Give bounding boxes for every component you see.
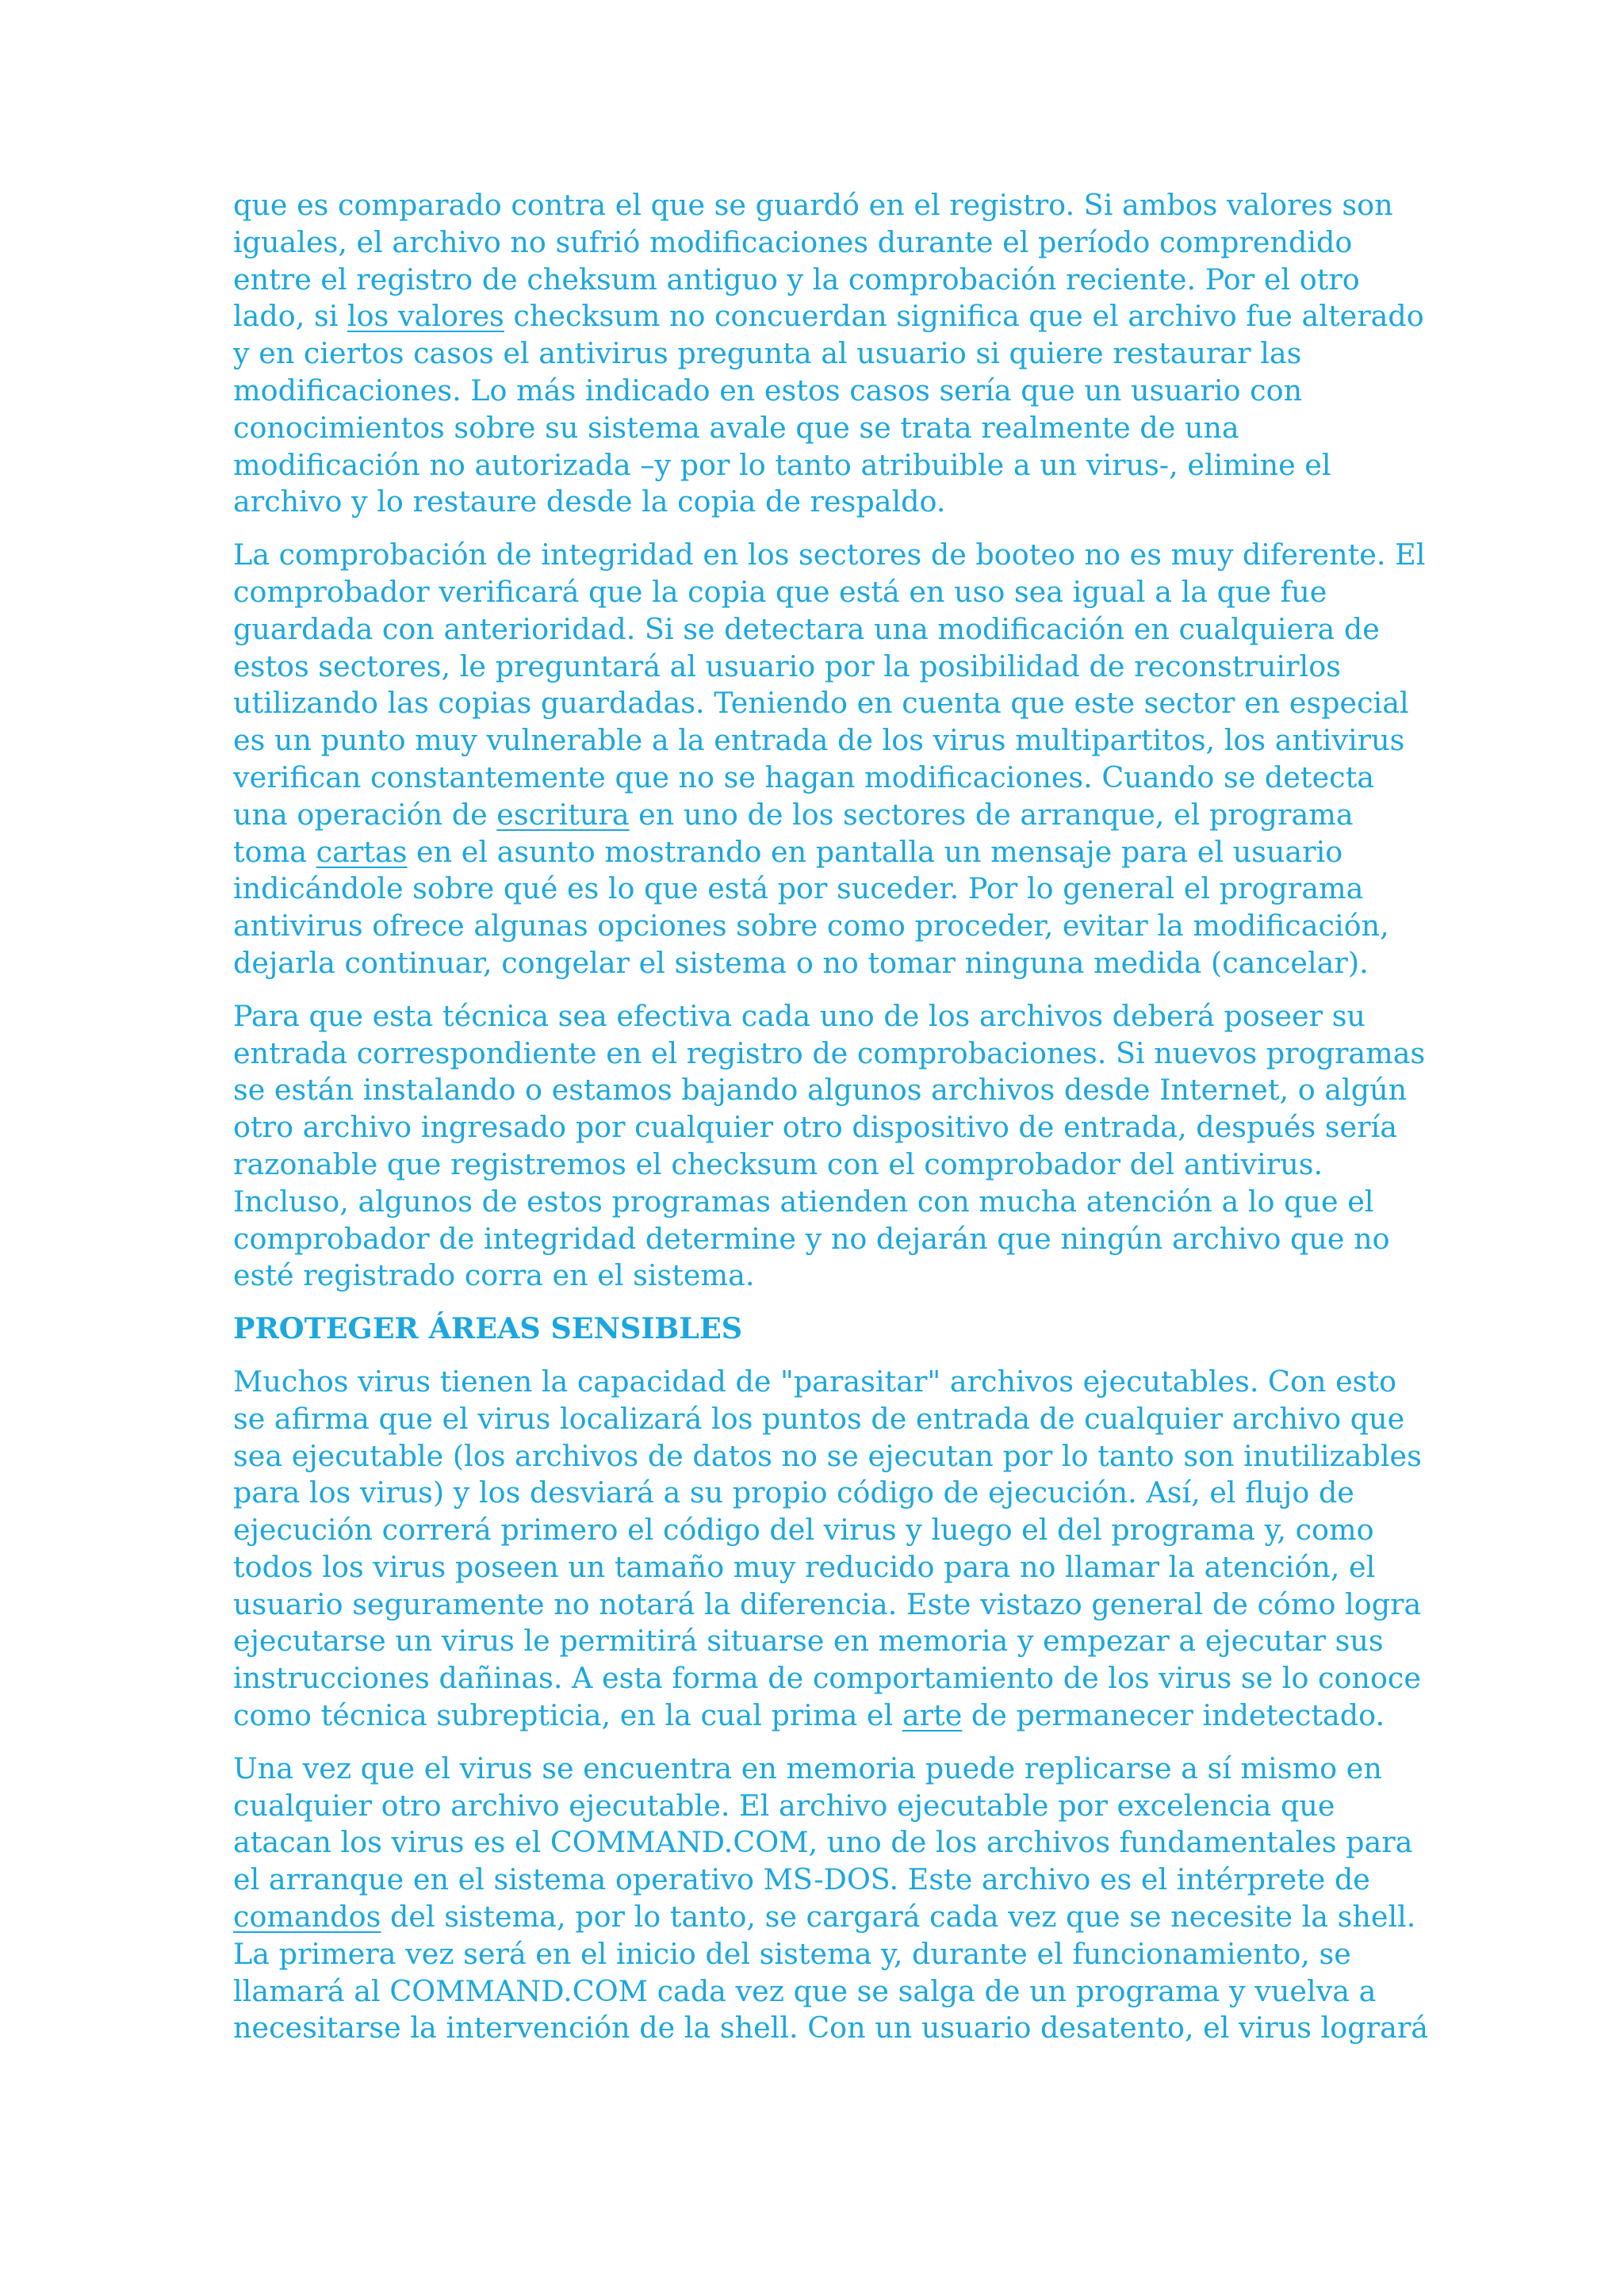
text-line xyxy=(233,335,1399,373)
text-run: verifican constantemente que no se hagan modificaciones. Cuando se detecta xyxy=(233,760,1375,794)
text-run: comprobador de integridad determine y no dejarán que ningún archivo que no xyxy=(233,1221,1390,1256)
text-line xyxy=(233,1512,1399,1549)
text-run: es un punto muy vulnerable a la entrada de los virus multipartitos, los antivirus xyxy=(233,723,1405,758)
text-run: dejarla continuar, congelar el sistema o no tomar ninguna medida (cancelar). xyxy=(233,945,1369,980)
text-run: entre el registro de cheksum antiguo y la comprobación reciente. Por el otro xyxy=(233,262,1360,297)
text-run: entrada correspondiente en el registro de comprobaciones. Si nuevos programas xyxy=(233,1035,1426,1070)
text-line xyxy=(233,797,1399,834)
text-run: instrucciones dañinas. A esta forma de comportamiento de los virus se lo conoce xyxy=(233,1661,1421,1696)
inline-link[interactable]: comandos xyxy=(233,1900,381,1934)
text-line xyxy=(233,1751,1399,1788)
text-line xyxy=(233,1862,1399,1899)
text-line xyxy=(233,1401,1405,1438)
text-run: atacan los virus es el COMMAND.COM, uno de los archivos fundamentales para xyxy=(233,1825,1413,1860)
text-run: conocimientos sobre su sistema avale que se trata realmente de una xyxy=(233,410,1239,445)
text-line xyxy=(233,1788,1399,1825)
text-line xyxy=(233,998,1399,1035)
text-line xyxy=(233,871,1399,908)
text-run: iguales, el archivo no sufrió modificaciones durante el período comprendido xyxy=(233,224,1353,259)
text-run: todos los virus poseen un tamaño muy reducido para no llamar la atención, el xyxy=(233,1549,1376,1584)
text-line xyxy=(233,945,1399,982)
paragraph xyxy=(233,187,1424,521)
text-run: Una vez que el virus se encuentra en memoria puede replicarse a sí mismo en xyxy=(233,1751,1382,1785)
text-run: La primera vez será en el inicio del sistema y, durante el funcionamiento, se xyxy=(233,1936,1351,1971)
text-line xyxy=(233,1438,1422,1475)
text-run: para los virus) y los desviará a su propio código de ejecución. Así, el flujo de xyxy=(233,1475,1354,1510)
paragraph xyxy=(233,1751,1429,2047)
text-run: archivo y lo restaure desde la copia de respaldo. xyxy=(233,484,946,519)
document-page xyxy=(233,187,1429,2063)
text-run: modificación no autorizada –y por lo tanto atribuible a un virus-, elimine el xyxy=(233,447,1331,482)
text-run: Muchos virus tienen la capacidad de "parasitar" archivos ejecutables. Con esto xyxy=(233,1364,1397,1399)
text-line xyxy=(233,1697,1399,1735)
text-line xyxy=(233,1146,1399,1184)
text-run: estos sectores, le preguntará al usuario por la posibilidad de reconstruirlos xyxy=(233,649,1341,683)
text-line xyxy=(233,722,1405,760)
text-run: toma xyxy=(233,834,316,869)
text-run: ejecución correrá primero el código del virus y luego el del programa y, como xyxy=(233,1513,1374,1548)
text-run: y en ciertos casos el antivirus pregunta al usuario si quiere restaurar las xyxy=(233,336,1302,371)
text-run: guardada con anterioridad. Si se detectara una modificación en cualquiera de xyxy=(233,611,1380,646)
paragraph xyxy=(233,537,1426,982)
text-line xyxy=(233,760,1399,797)
text-run: antivirus ofrece algunas opciones sobre como proceder, evitar la modificación, xyxy=(233,909,1389,943)
text-run: cualquier otro archivo ejecutable. El archivo ejecutable por excelencia que xyxy=(233,1788,1335,1823)
text-line xyxy=(233,834,1399,871)
text-run: se afirma que el virus localizará los puntos de entrada de cualquier archivo que xyxy=(233,1401,1405,1436)
text-line xyxy=(233,1257,1399,1295)
text-run: comprobador verificará que la copia que está en uso sea igual a la que fue xyxy=(233,574,1327,609)
text-run: se están instalando o estamos bajando algunos archivos desde Internet, o algún xyxy=(233,1073,1408,1108)
text-run: otro archivo ingresado por cualquier otro dispositivo de entrada, después sería xyxy=(233,1110,1398,1145)
text-run: lado, si xyxy=(233,299,347,334)
text-line xyxy=(233,649,1399,686)
text-line xyxy=(233,1824,1413,1862)
section-heading: PROTEGER ÁREAS SENSIBLES xyxy=(233,1311,743,1346)
text-run: esté registrado corra en el sistema. xyxy=(233,1258,755,1293)
text-line xyxy=(233,1221,1399,1258)
text-run: razonable que registremos el checksum con el comprobador del antivirus. xyxy=(233,1146,1323,1181)
text-line xyxy=(233,1184,1399,1221)
text-run: en el asunto mostrando en pantalla un mensaje para el usuario xyxy=(407,834,1343,869)
text-line xyxy=(233,2010,1429,2047)
text-run: ejecutarse un virus le permitirá situarse en memoria y empezar a ejecutar sus xyxy=(233,1624,1384,1659)
text-line xyxy=(233,298,1424,335)
text-run: de permanecer indetectado. xyxy=(962,1698,1385,1733)
text-line xyxy=(233,1364,1399,1401)
paragraph xyxy=(233,998,1426,1295)
text-line xyxy=(233,1936,1399,1973)
text-run: checksum no concuerdan significa que el archivo fue alterado xyxy=(504,299,1424,334)
inline-link[interactable]: cartas xyxy=(316,834,408,869)
text-line xyxy=(233,187,1399,224)
text-line xyxy=(233,1899,1416,1936)
text-run: Para que esta técnica sea efectiva cada uno de los archivos deberá poseer su xyxy=(233,998,1365,1033)
text-line xyxy=(233,1549,1399,1586)
body-text-after xyxy=(233,1364,1429,2047)
text-run: necesitarse la intervención de la shell. Con un usuario desatento, el virus logrará xyxy=(233,2011,1429,2045)
text-run: Incluso, algunos de estos programas atienden con mucha atención a lo que el xyxy=(233,1184,1374,1219)
text-line xyxy=(233,1035,1426,1073)
text-line xyxy=(233,574,1399,611)
text-line xyxy=(233,1072,1408,1109)
paragraph xyxy=(233,1364,1422,1735)
text-run: modificaciones. Lo más indicado en estos casos sería que un usuario con xyxy=(233,373,1303,408)
text-run: llamará al COMMAND.COM cada vez que se salga de un programa y vuelva a xyxy=(233,1973,1377,2008)
text-run: usuario seguramente no notará la diferencia. Este vistazo general de cómo logra xyxy=(233,1586,1422,1621)
text-run: sea ejecutable (los archivos de datos no se ejecutan por lo tanto son inutilizables xyxy=(233,1438,1422,1473)
text-line xyxy=(233,224,1399,262)
text-line xyxy=(233,1660,1421,1697)
text-line xyxy=(233,611,1399,649)
text-line xyxy=(233,1109,1399,1146)
text-run: una operación de xyxy=(233,797,497,832)
text-line xyxy=(233,447,1399,484)
text-run: indicándole sobre qué es lo que está por suceder. Por lo general el programa xyxy=(233,871,1364,906)
inline-link[interactable]: escritura xyxy=(496,797,630,832)
text-line xyxy=(233,537,1426,574)
text-line xyxy=(233,1586,1422,1624)
text-line xyxy=(233,1973,1399,2011)
text-line xyxy=(233,685,1409,722)
text-run: del sistema, por lo tanto, se cargará cada vez que se necesite la shell. xyxy=(381,1900,1416,1934)
text-line xyxy=(233,1475,1399,1512)
text-run: como técnica subrepticia, en la cual prima el xyxy=(233,1698,902,1733)
text-run: que es comparado contra el que se guardó en el registro. Si ambos valores son xyxy=(233,188,1393,222)
text-run: en uno de los sectores de arranque, el programa xyxy=(629,797,1354,832)
text-run: utilizando las copias guardadas. Teniendo en cuenta que este sector en especial xyxy=(233,686,1409,721)
text-run: el arranque en el sistema operativo MS-DOS. Este archivo es el intérprete de xyxy=(233,1862,1370,1897)
inline-link[interactable]: los valores xyxy=(347,299,504,334)
text-line xyxy=(233,484,1399,521)
inline-link[interactable]: arte xyxy=(902,1698,963,1733)
text-line xyxy=(233,373,1399,410)
text-line xyxy=(233,410,1399,447)
text-run: La comprobación de integridad en los sectores de booteo no es muy diferente. El xyxy=(233,538,1426,572)
text-line xyxy=(233,908,1399,945)
body-text-before xyxy=(233,187,1426,1295)
text-line xyxy=(233,1623,1399,1660)
text-line xyxy=(233,262,1399,299)
